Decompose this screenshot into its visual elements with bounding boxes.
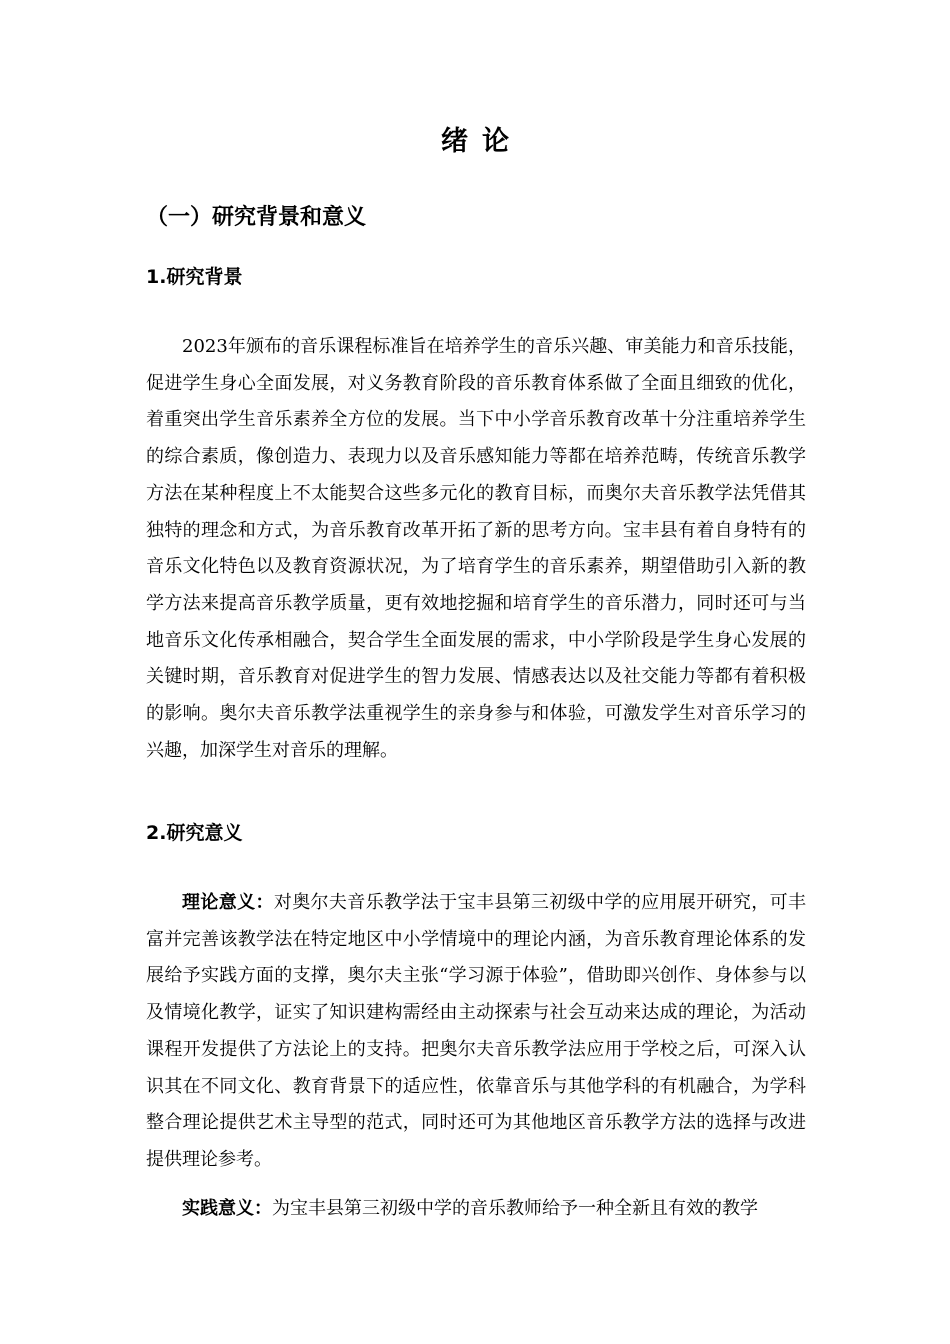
theoretical-significance-text: 对奥尔夫音乐教学法于宝丰县第三初级中学的应用展开研究，可丰富并完善该教学法在特定地区中小学情境中的理论内涵，为音乐教育理论体系的发展给予实践方面的支撑，奥尔夫主张“学习源于体验”，借助即兴创作、身体参与以及情境化教学，证实了知识建构需经由主动探索与社会互动来达成的理论，为活动课程开发提供了方法论上的支持。把奥尔夫音乐教学法应用于学校之后，可深入认识其在不同文化、教育背景下的适应性，依靠音乐与其他学科的有机融合，为学科整合理论提供艺术主导型的范式，同时还可为其他地区音乐教学方法的选择与改进提供理论参考。 (146, 892, 807, 1170)
subsection-heading-research-significance: 2.研究意义 (146, 822, 243, 844)
section-heading-research-background-significance: （一）研究背景和意义 (146, 205, 367, 230)
paragraph-practical-significance (146, 1191, 806, 1228)
practical-significance-label: 实践意义： (182, 1198, 272, 1219)
practical-significance-text: 为宝丰县第三初级中学的音乐教师给予一种全新且有效的教学 (272, 1198, 758, 1219)
theoretical-significance-label: 理论意义： (182, 892, 274, 913)
chapter-title: 绪论 (441, 126, 523, 157)
paragraph-theoretical-significance (146, 885, 806, 1179)
paragraph-research-background: 2023年颁布的音乐课程标准旨在培养学生的音乐兴趣、审美能力和音乐技能，促进学生身心全面发展，对义务教育阶段的音乐教育体系做了全面且细致的优化，着重突出学生音乐素养全方位的发展。当下中小学音乐教育改革十分注重培养学生的综合素质，像创造力、表现力以及音乐感知能力等都在培养范畴，传统音乐教学方法在某种程度上不太能契合这些多元化的教育目标，而奥尔夫音乐教学法凭借其独特的理念和方式，为音乐教育改革开拓了新的思考方向。宝丰县有着自身特有的音乐文化特色以及教育资源状况，为了培育学生的音乐素养，期望借助引入新的教学方法来提高音乐教学质量，更有效地挖掘和培育学生的音乐潜力，同时还可与当地音乐文化传承相融合，契合学生全面发展的需求，中小学阶段是学生身心发展的关键时期，音乐教育对促进学生的智力发展、情感表达以及社交能力等都有着积极的影响。奥尔夫音乐教学法重视学生的亲身参与和体验，可激发学生对音乐学习的兴趣，加深学生对音乐的理解。 (146, 336, 806, 761)
subsection-heading-research-background: 1.研究背景 (146, 266, 243, 288)
